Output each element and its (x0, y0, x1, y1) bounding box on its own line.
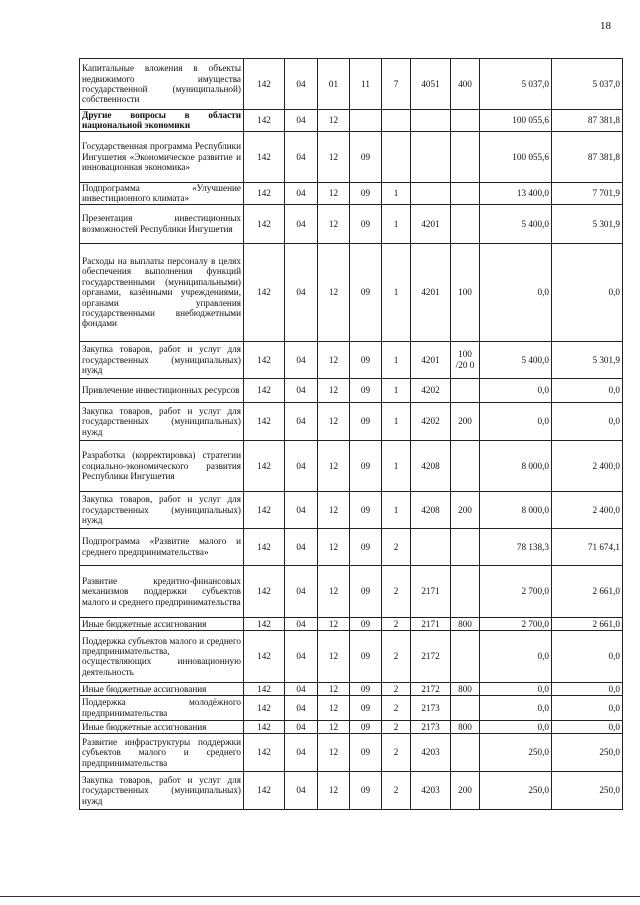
row-rz: 04 (285, 59, 318, 110)
row-name: Поддержка субъектов малого и среднего предпринимательства, осуществляющих инновационную деятельность (80, 630, 244, 682)
table-row (80, 110, 623, 132)
row-pr: 12 (318, 682, 350, 695)
row-sum-planned: 0,0 (480, 402, 552, 440)
budget-table (79, 58, 623, 810)
row-name: Закупка товаров, работ и услуг для государственных (муниципальных) нужд (80, 341, 244, 378)
row-csr-program: 09 (350, 131, 382, 182)
row-name: Привлечение инвестиционных ресурсов (80, 378, 244, 402)
row-csr-direction: 4208 (411, 440, 451, 491)
table-row (80, 378, 623, 402)
row-ved: 142 (244, 630, 285, 682)
row-csr-subprogram: 2 (382, 733, 411, 771)
row-sum-executed: 5 301,9 (552, 341, 623, 378)
row-sum-executed: 0,0 (552, 695, 623, 720)
table-row (80, 204, 623, 243)
table-row (80, 243, 623, 341)
row-ved: 142 (244, 733, 285, 771)
row-name: Презентация инвестиционных возможностей Республики Ингушетия (80, 204, 244, 243)
row-csr-subprogram: 1 (382, 402, 411, 440)
row-vr: 800 (451, 617, 480, 630)
row-name: Развитие инфраструктуры поддержки субъектов малого и среднего предпринимательства (80, 733, 244, 771)
row-ved: 142 (244, 528, 285, 565)
row-ved: 142 (244, 182, 285, 204)
row-pr: 12 (318, 378, 350, 402)
row-vr: 200 (451, 491, 480, 528)
row-sum-executed: 5 037,0 (552, 59, 623, 110)
row-csr-subprogram: 1 (382, 243, 411, 341)
row-csr-direction (411, 110, 451, 132)
row-ved: 142 (244, 720, 285, 733)
row-vr: 800 (451, 682, 480, 695)
row-name: Развитие кредитно-финансовых механизмов поддержки субъектов малого и среднего предпринимательства (80, 565, 244, 617)
row-csr-subprogram (382, 110, 411, 132)
row-sum-planned: 2 700,0 (480, 617, 552, 630)
row-csr-program: 11 (350, 59, 382, 110)
row-csr-direction: 2173 (411, 720, 451, 733)
row-vr: 200 (451, 771, 480, 809)
row-sum-planned: 13 400,0 (480, 182, 552, 204)
row-csr-direction: 2171 (411, 617, 451, 630)
row-vr (451, 378, 480, 402)
row-sum-executed: 0,0 (552, 720, 623, 733)
table-row (80, 682, 623, 695)
row-rz: 04 (285, 720, 318, 733)
table-row (80, 720, 623, 733)
row-ved: 142 (244, 402, 285, 440)
row-csr-program: 09 (350, 402, 382, 440)
row-sum-executed: 0,0 (552, 682, 623, 695)
row-csr-direction: 4051 (411, 59, 451, 110)
row-pr: 12 (318, 491, 350, 528)
row-rz: 04 (285, 695, 318, 720)
row-csr-subprogram: 2 (382, 682, 411, 695)
row-csr-subprogram: 2 (382, 528, 411, 565)
row-sum-executed: 0,0 (552, 243, 623, 341)
row-csr-direction: 4203 (411, 771, 451, 809)
row-sum-executed: 87 381,8 (552, 110, 623, 132)
row-rz: 04 (285, 243, 318, 341)
row-vr (451, 110, 480, 132)
row-name: Закупка товаров, работ и услуг для государственных (муниципальных) нужд (80, 491, 244, 528)
row-csr-program: 09 (350, 617, 382, 630)
row-sum-executed: 2 400,0 (552, 440, 623, 491)
row-rz: 04 (285, 378, 318, 402)
row-sum-planned: 0,0 (480, 695, 552, 720)
row-vr (451, 528, 480, 565)
row-vr: 100 (451, 243, 480, 341)
row-ved: 142 (244, 617, 285, 630)
table-row (80, 341, 623, 378)
row-csr-program: 09 (350, 733, 382, 771)
row-sum-executed: 250,0 (552, 733, 623, 771)
row-name: Закупка товаров, работ и услуг для государственных (муниципальных) нужд (80, 771, 244, 809)
row-name: Подпрограмма «Развитие малого и среднего предпринимательства» (80, 528, 244, 565)
row-csr-subprogram: 1 (382, 440, 411, 491)
row-csr-program: 09 (350, 771, 382, 809)
row-csr-direction: 2173 (411, 695, 451, 720)
row-csr-program: 09 (350, 695, 382, 720)
row-csr-program: 09 (350, 243, 382, 341)
row-vr (451, 630, 480, 682)
row-csr-subprogram: 2 (382, 565, 411, 617)
row-csr-direction: 4202 (411, 378, 451, 402)
row-csr-direction (411, 131, 451, 182)
row-rz: 04 (285, 682, 318, 695)
row-ved: 142 (244, 491, 285, 528)
row-name: Капитальные вложения в объекты недвижимого имущества государственной (муниципальной) собственности (80, 59, 244, 110)
row-vr (451, 440, 480, 491)
row-sum-planned: 100 055,6 (480, 110, 552, 132)
row-vr (451, 733, 480, 771)
row-sum-executed: 7 701,9 (552, 182, 623, 204)
row-sum-planned: 100 055,6 (480, 131, 552, 182)
row-pr: 12 (318, 695, 350, 720)
row-csr-subprogram: 1 (382, 491, 411, 528)
row-csr-program: 09 (350, 182, 382, 204)
row-rz: 04 (285, 491, 318, 528)
row-pr: 12 (318, 720, 350, 733)
row-rz: 04 (285, 341, 318, 378)
row-csr-subprogram: 2 (382, 771, 411, 809)
row-csr-direction (411, 528, 451, 565)
table-row (80, 528, 623, 565)
row-name: Разработка (корректировка) стратегии социально-экономического развития Республики Ингушетия (80, 440, 244, 491)
row-sum-planned: 2 700,0 (480, 565, 552, 617)
row-name: Иные бюджетные ассигнования (80, 720, 244, 733)
table-row (80, 617, 623, 630)
row-name: Поддержка молодёжного предпринимательства (80, 695, 244, 720)
row-rz: 04 (285, 182, 318, 204)
row-csr-program: 09 (350, 720, 382, 733)
row-pr: 12 (318, 341, 350, 378)
row-rz: 04 (285, 204, 318, 243)
table-row (80, 733, 623, 771)
row-name: Закупка товаров, работ и услуг для государственных (муниципальных) нужд (80, 402, 244, 440)
row-csr-subprogram: 1 (382, 204, 411, 243)
row-name: Иные бюджетные ассигнования (80, 617, 244, 630)
row-rz: 04 (285, 528, 318, 565)
row-sum-planned: 0,0 (480, 720, 552, 733)
row-rz: 04 (285, 110, 318, 132)
row-sum-executed: 87 381,8 (552, 131, 623, 182)
row-csr-subprogram: 2 (382, 630, 411, 682)
row-sum-executed: 2 400,0 (552, 491, 623, 528)
row-csr-direction: 4203 (411, 733, 451, 771)
row-csr-direction: 4202 (411, 402, 451, 440)
row-sum-planned: 5 400,0 (480, 341, 552, 378)
row-csr-program (350, 110, 382, 132)
row-sum-planned: 8 000,0 (480, 440, 552, 491)
row-pr: 12 (318, 182, 350, 204)
row-ved: 142 (244, 204, 285, 243)
row-sum-planned: 0,0 (480, 682, 552, 695)
row-ved: 142 (244, 59, 285, 110)
row-ved: 142 (244, 682, 285, 695)
row-pr: 01 (318, 59, 350, 110)
row-csr-program: 09 (350, 630, 382, 682)
row-vr (451, 182, 480, 204)
row-sum-planned: 5 037,0 (480, 59, 552, 110)
row-csr-subprogram: 1 (382, 182, 411, 204)
row-vr: 200 (451, 402, 480, 440)
row-name: Расходы на выплаты персоналу в целях обеспечения выполнения функций государственными (муниципальными) органами, казёнными учреждениями, органами управления государственными внебюджетными фондами (80, 243, 244, 341)
row-ved: 142 (244, 771, 285, 809)
row-pr: 12 (318, 617, 350, 630)
row-pr: 12 (318, 204, 350, 243)
row-sum-planned: 5 400,0 (480, 204, 552, 243)
row-csr-direction: 2171 (411, 565, 451, 617)
row-pr: 12 (318, 110, 350, 132)
row-csr-direction: 4201 (411, 243, 451, 341)
table-row (80, 491, 623, 528)
row-ved: 142 (244, 131, 285, 182)
row-csr-subprogram: 2 (382, 695, 411, 720)
row-ved: 142 (244, 110, 285, 132)
row-sum-executed: 2 661,0 (552, 565, 623, 617)
row-csr-direction: 4201 (411, 204, 451, 243)
row-rz: 04 (285, 771, 318, 809)
row-sum-planned: 0,0 (480, 378, 552, 402)
row-ved: 142 (244, 341, 285, 378)
row-csr-subprogram: 1 (382, 378, 411, 402)
row-csr-subprogram: 2 (382, 720, 411, 733)
row-sum-planned: 250,0 (480, 771, 552, 809)
row-sum-executed: 0,0 (552, 378, 623, 402)
row-sum-planned: 0,0 (480, 630, 552, 682)
row-ved: 142 (244, 695, 285, 720)
row-sum-executed: 2 661,0 (552, 617, 623, 630)
row-ved: 142 (244, 565, 285, 617)
row-csr-program: 09 (350, 378, 382, 402)
row-vr: 100 /20 0 (451, 341, 480, 378)
row-csr-program: 09 (350, 565, 382, 617)
row-pr: 12 (318, 733, 350, 771)
row-vr (451, 131, 480, 182)
row-rz: 04 (285, 617, 318, 630)
row-vr (451, 695, 480, 720)
table-row (80, 440, 623, 491)
row-csr-subprogram (382, 131, 411, 182)
table-row (80, 565, 623, 617)
table-row (80, 182, 623, 204)
row-sum-executed: 250,0 (552, 771, 623, 809)
row-pr: 12 (318, 402, 350, 440)
row-sum-executed: 71 674,1 (552, 528, 623, 565)
row-rz: 04 (285, 131, 318, 182)
row-sum-planned: 78 138,3 (480, 528, 552, 565)
table-row (80, 59, 623, 110)
row-csr-program: 09 (350, 528, 382, 565)
row-rz: 04 (285, 733, 318, 771)
row-pr: 12 (318, 440, 350, 491)
row-ved: 142 (244, 243, 285, 341)
row-csr-subprogram: 7 (382, 59, 411, 110)
row-csr-subprogram: 2 (382, 617, 411, 630)
table-body (80, 59, 623, 810)
row-csr-program: 09 (350, 440, 382, 491)
table-row (80, 630, 623, 682)
row-csr-direction: 4201 (411, 341, 451, 378)
row-csr-program: 09 (350, 204, 382, 243)
row-name: Иные бюджетные ассигнования (80, 682, 244, 695)
row-csr-direction: 2172 (411, 682, 451, 695)
row-csr-direction: 2172 (411, 630, 451, 682)
page-number: 18 (600, 20, 611, 32)
row-name: Другие вопросы в области национальной экономики (80, 110, 244, 132)
row-ved: 142 (244, 440, 285, 491)
page-bottom-rule (0, 896, 640, 897)
row-pr: 12 (318, 771, 350, 809)
row-sum-planned: 0,0 (480, 243, 552, 341)
row-csr-direction (411, 182, 451, 204)
row-csr-program: 09 (350, 682, 382, 695)
row-pr: 12 (318, 565, 350, 617)
row-sum-executed: 0,0 (552, 630, 623, 682)
row-csr-direction: 4208 (411, 491, 451, 528)
row-ved: 142 (244, 378, 285, 402)
row-pr: 12 (318, 528, 350, 565)
row-vr: 800 (451, 720, 480, 733)
table-row (80, 131, 623, 182)
row-sum-executed: 0,0 (552, 402, 623, 440)
table-row (80, 771, 623, 809)
row-vr (451, 204, 480, 243)
row-pr: 12 (318, 630, 350, 682)
row-sum-planned: 8 000,0 (480, 491, 552, 528)
table-row (80, 402, 623, 440)
row-csr-program: 09 (350, 341, 382, 378)
row-sum-executed: 5 301,9 (552, 204, 623, 243)
row-name: Государственная программа Республики Ингушетия «Экономическое развитие и инновационная экономика» (80, 131, 244, 182)
row-pr: 12 (318, 131, 350, 182)
row-name: Подпрограмма «Улучшение инвестиционного климата» (80, 182, 244, 204)
row-rz: 04 (285, 402, 318, 440)
row-vr: 400 (451, 59, 480, 110)
row-sum-planned: 250,0 (480, 733, 552, 771)
row-rz: 04 (285, 440, 318, 491)
row-csr-subprogram: 1 (382, 341, 411, 378)
row-rz: 04 (285, 565, 318, 617)
row-vr (451, 565, 480, 617)
table-row (80, 695, 623, 720)
row-pr: 12 (318, 243, 350, 341)
row-csr-program: 09 (350, 491, 382, 528)
row-rz: 04 (285, 630, 318, 682)
